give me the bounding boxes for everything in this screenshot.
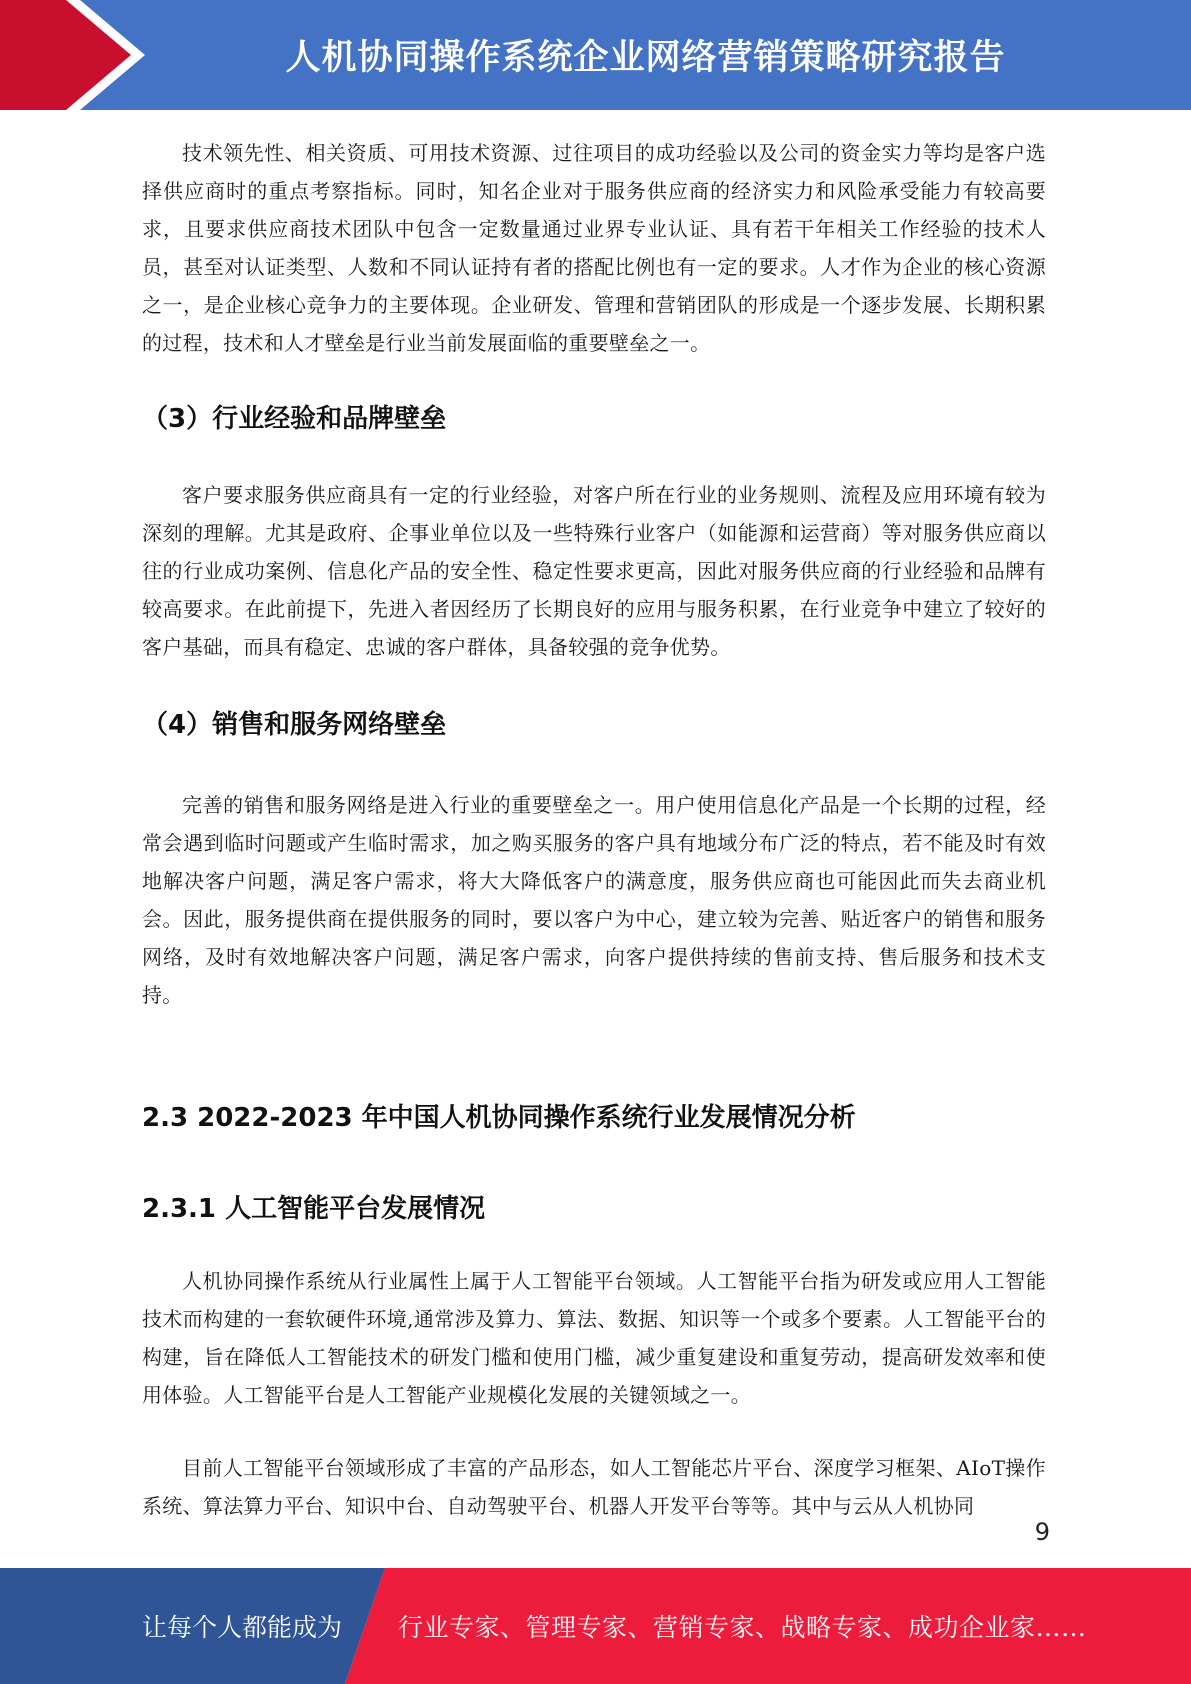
subheading-industry-experience: （3）行业经验和品牌壁垒 [142, 404, 447, 434]
page-header [0, 0, 1191, 110]
page-footer [0, 1568, 1191, 1684]
section-heading-2-3: 2.3 2022-2023 年中国人机协同操作系统行业发展情况分析 [142, 1103, 856, 1133]
paragraph: 客户要求服务供应商具有一定的行业经验，对客户所在行业的业务规则、流程及应用环境有较为深刻的理解。尤其是政府、企事业单位以及一些特殊行业客户（如能源和运营商）等对服务供应商以往的行业成功案例、信息化产品的安全性、稳定性要求更高，因此对服务供应商的行业经验和品牌有较高要求。在此前提下，先进入者因经历了长期良好的应用与服务积累，在行业竞争中建立了较好的客户基础，而具有稳定、忠诚的客户群体，具备较强的竞争优势。 [142, 483, 1046, 659]
header-title: 人机协同操作系统企业网络营销策略研究报告 [285, 38, 1006, 78]
section-heading-2-3-1: 2.3.1 人工智能平台发展情况 [142, 1194, 486, 1224]
paragraph: 技术领先性、相关资质、可用技术资源、过往项目的成功经验以及公司的资金实力等均是客户选择供应商时的重点考察指标。同时，知名企业对于服务供应商的经济实力和风险承受能力有较高要求，且要求供应商技术团队中包含一定数量通过业界专业认证、具有若干年相关工作经验的技术人员，甚至对认证类型、人数和不同认证持有者的搭配比例也有一定的要求。人才作为企业的核心资源之一，是企业核心竞争力的主要体现。企业研发、管理和营销团队的形成是一个逐步发展、长期积累的过程，技术和人才壁垒是行业当前发展面临的重要壁垒之一。 [142, 141, 1046, 355]
subheading-sales-network: （4）销售和服务网络壁垒 [142, 710, 447, 740]
footer-tagline: 行业专家、管理专家、营销专家、战略专家、成功企业家…… [398, 1613, 1087, 1642]
page-number: 9 [1034, 1518, 1050, 1546]
paragraph: 人机协同操作系统从行业属性上属于人工智能平台领域。人工智能平台指为研发或应用人工智能技术而构建的一套软硬件环境,通常涉及算力、算法、数据、知识等一个或多个要素。人工智能平台的构建，旨在降低人工智能技术的研发门槛和使用门槛，减少重复建设和重复劳动，提高研发效率和使用体验。人工智能平台是人工智能产业规模化发展的关键领域之一。 [142, 1269, 1046, 1407]
paragraph: 目前人工智能平台领域形成了丰富的产品形态，如人工智能芯片平台、深度学习框架、AIoT操作系统、算法算力平台、知识中台、自动驾驶平台、机器人开发平台等等。其中与云从人机协同 [142, 1456, 1046, 1518]
paragraph: 完善的销售和服务网络是进入行业的重要壁垒之一。用户使用信息化产品是一个长期的过程，经常会遇到临时问题或产生临时需求，加之购买服务的客户具有地域分布广泛的特点，若不能及时有效地解决客户问题，满足客户需求，将大大降低客户的满意度，服务供应商也可能因此而失去商业机会。因此，服务提供商在提供服务的同时，要以客户为中心，建立较为完善、贴近客户的销售和服务网络，及时有效地解决客户问题，满足客户需求，向客户提供持续的售前支持、售后服务和技术支持。 [142, 793, 1046, 1007]
footer-slogan: 让每个人都能成为 [142, 1613, 343, 1642]
